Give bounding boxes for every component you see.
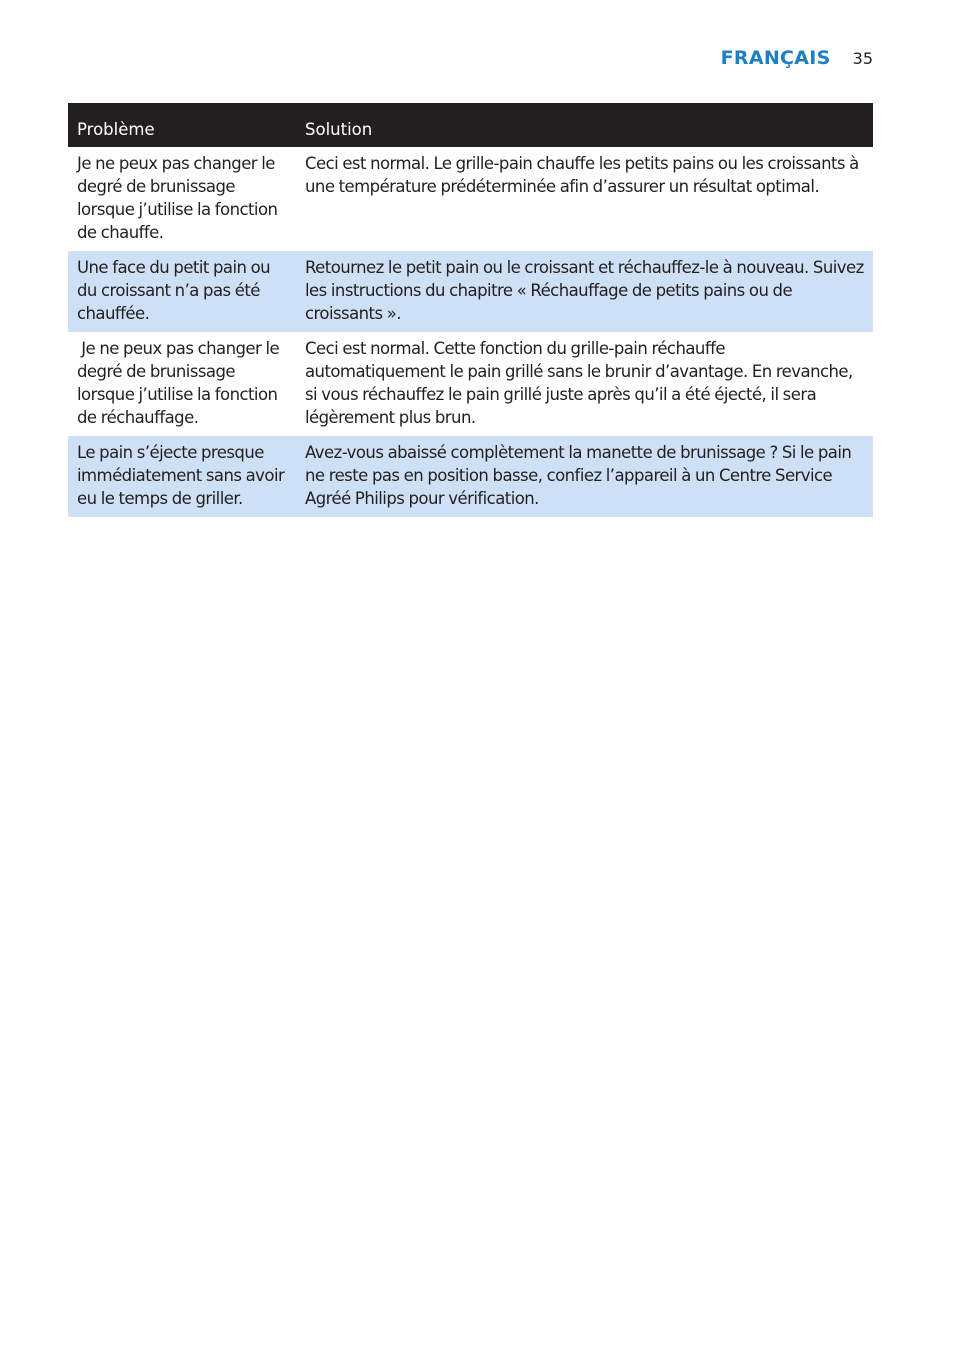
problem-cell: Je ne peux pas changer le degré de brunissage lorsque j’utilise la fonction de chauffe. [77, 154, 278, 242]
solution-cell: Ceci est normal. Cette fonction du grille-pain réchauffe automatiquement le pain grillé sans le brunir d’avantage. En revanche, si vous réchauffez le pain grillé juste après qu’il a été éjecté, il sera légèrement plus brun. [305, 339, 853, 427]
column-header-problem: Problème [68, 103, 296, 147]
language-title: FRANÇAIS [720, 47, 831, 69]
table-header-row [68, 103, 873, 147]
troubleshooting-table [68, 103, 873, 517]
table-header [68, 103, 873, 147]
table-row [68, 436, 873, 517]
column-header-solution: Solution [296, 103, 873, 147]
table-body [68, 147, 873, 517]
page-header [721, 47, 873, 69]
table-row [68, 332, 873, 436]
problem-cell: Une face du petit pain ou du croissant n’a pas été chauffée. [68, 251, 296, 332]
solution-cell: Retournez le petit pain ou le croissant et réchauffez-le à nouveau. Suivez les instructions du chapitre « Réchauffage de petits pains ou de croissants ». [296, 251, 873, 332]
problem-cell: Je ne peux pas changer le degré de brunissage lorsque j’utilise la fonction de réchauffage. [77, 339, 284, 427]
page-number: 35 [852, 49, 873, 68]
solution-cell: Avez-vous abaissé complètement la manette de brunissage ? Si le pain ne reste pas en position basse, confiez l’appareil à un Centre Service Agréé Philips pour vérification. [296, 436, 873, 517]
problem-cell: Le pain s’éjecte presque immédiatement sans avoir eu le temps de griller. [68, 436, 296, 517]
table-row [68, 251, 873, 332]
solution-cell: Ceci est normal. Le grille-pain chauffe les petits pains ou les croissants à une température prédéterminée afin d’assurer un résultat optimal. [305, 154, 859, 196]
table-row [68, 147, 873, 251]
